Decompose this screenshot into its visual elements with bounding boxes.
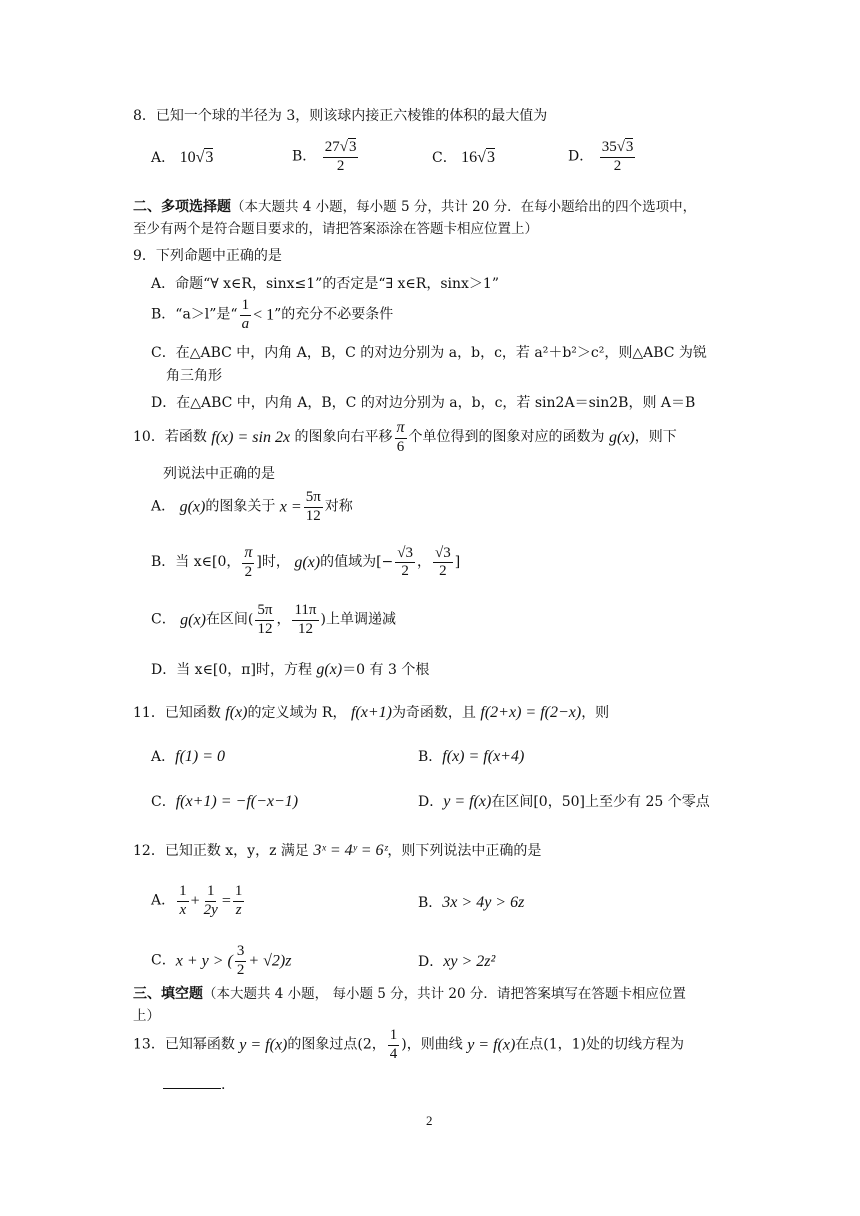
q9-option-d: D．在△ABC 中，内角 A，B，C 的对边分别为 a，b，c，若 sin2A＝sin2B，则 A＝B bbox=[151, 395, 696, 411]
q10-stem-line2: 列说法中正确的是 bbox=[163, 466, 275, 482]
q8-option-d: D． $\frac{35√3}{2}$ bbox=[568, 139, 634, 174]
q9-option-b: B．“a＞l”是“ $\frac{1}{a}$ < 1”的充分不必要条件 bbox=[151, 297, 394, 332]
q8-option-b: B． $\frac{27√3}{2}$ bbox=[292, 139, 357, 174]
q10-option-b: B．当 x∈[0， $\frac{\pi}{2}$ ]时， g(x)的值域为[− $\frac{√3}{2}$ ， $\frac{√3}{2}$ ] bbox=[151, 544, 461, 580]
section-3-header: 三、填空题（本大题共 4 小题， 每小题 5 分，共计 20 分．请把答案填写在答题卡相应位置 bbox=[133, 986, 686, 1002]
q9-option-a: A．命题“∀ x∈R，sinx≤1”的否定是“∃ x∈R，sinx＞1” bbox=[151, 276, 499, 292]
q8-option-a: A． 10√3 bbox=[151, 149, 214, 166]
answer-line bbox=[163, 1076, 221, 1089]
q10-option-c: C． g(x)在区间( $\frac{5\pi}{12}$ ， $\frac{11\pi}{12}$ )上单调递减 bbox=[151, 602, 396, 637]
q12-stem: 12．已知正数 x，y，z 满足 3ˣ = 4ʸ = 6ᶻ，则下列说法中正确的是 bbox=[133, 842, 542, 859]
page-number: 2 bbox=[426, 1113, 433, 1128]
q10-option-a: A． g(x)的图象关于 x = $\frac{5\pi}{12}$ 对称 bbox=[151, 489, 353, 524]
q11-stem: 11．已知函数 f(x)的定义域为 R， f(x+1)为奇函数，且 f(2+x) = f(2−x)，则 bbox=[133, 704, 610, 721]
q11-option-c: C．f(x+1) = −f(−x−1) bbox=[151, 793, 299, 810]
section-2-desc: 至少有两个是符合题目要求的，请把答案添涂在答题卡相应位置上） bbox=[133, 221, 538, 237]
q9-option-c-line1: C．在△ABC 中，内角 A，B，C 的对边分别为 a，b，c，若 a²＋b²＞c²，则△ABC 为锐 bbox=[151, 345, 707, 361]
q12-option-b: B．3x > 4y > 6z bbox=[418, 894, 525, 911]
q13-answer-blank[interactable]: . bbox=[163, 1076, 225, 1095]
section-3-desc: 上） bbox=[133, 1008, 160, 1024]
q9-option-c-line2: 角三角形 bbox=[166, 368, 222, 384]
q13-stem: 13．已知幂函数 y = f(x)的图象过点(2， $\frac{1}{4}$ )，则曲线 y = f(x)在点(1，1)处的切线方程为 bbox=[133, 1027, 685, 1062]
section-2-header: 二、多项选择题（本大题共 4 小题，每小题 5 分，共计 20 分．在每小题给出的四个选项中， bbox=[133, 199, 697, 215]
q9-stem: 9．下列命题中正确的是 bbox=[133, 248, 282, 264]
q8-option-c: C． 16√3 bbox=[432, 149, 495, 166]
q11-option-d: D．y = f(x)在区间[0，50]上至少有 25 个零点 bbox=[418, 793, 710, 810]
q11-option-a: A．f(1) = 0 bbox=[151, 748, 226, 765]
q12-option-c: C．x + y > ( $\frac{3}{2}$ + √2)z bbox=[151, 943, 292, 978]
q10-option-d: D．当 x∈[0，π]时，方程 g(x)＝0 有 3 个根 bbox=[151, 661, 430, 678]
q8-stem: 8．已知一个球的半径为 3，则该球内接正六棱锥的体积的最大值为 bbox=[133, 108, 548, 124]
q12-option-a: A． $\frac{1}{x}$ + $\frac{1}{2y}$ = $\frac{1}{z}$ bbox=[151, 883, 243, 918]
q12-option-d: D．xy > 2z² bbox=[418, 953, 496, 970]
q11-option-b: B．f(x) = f(x+4) bbox=[418, 748, 525, 765]
q10-stem-line1: 10．若函数 f(x) = sin 2x 的图象向右平移 $\frac{\pi}{6}$ 个单位得到的图象对应的函数为 g(x)，则下 bbox=[133, 419, 677, 455]
